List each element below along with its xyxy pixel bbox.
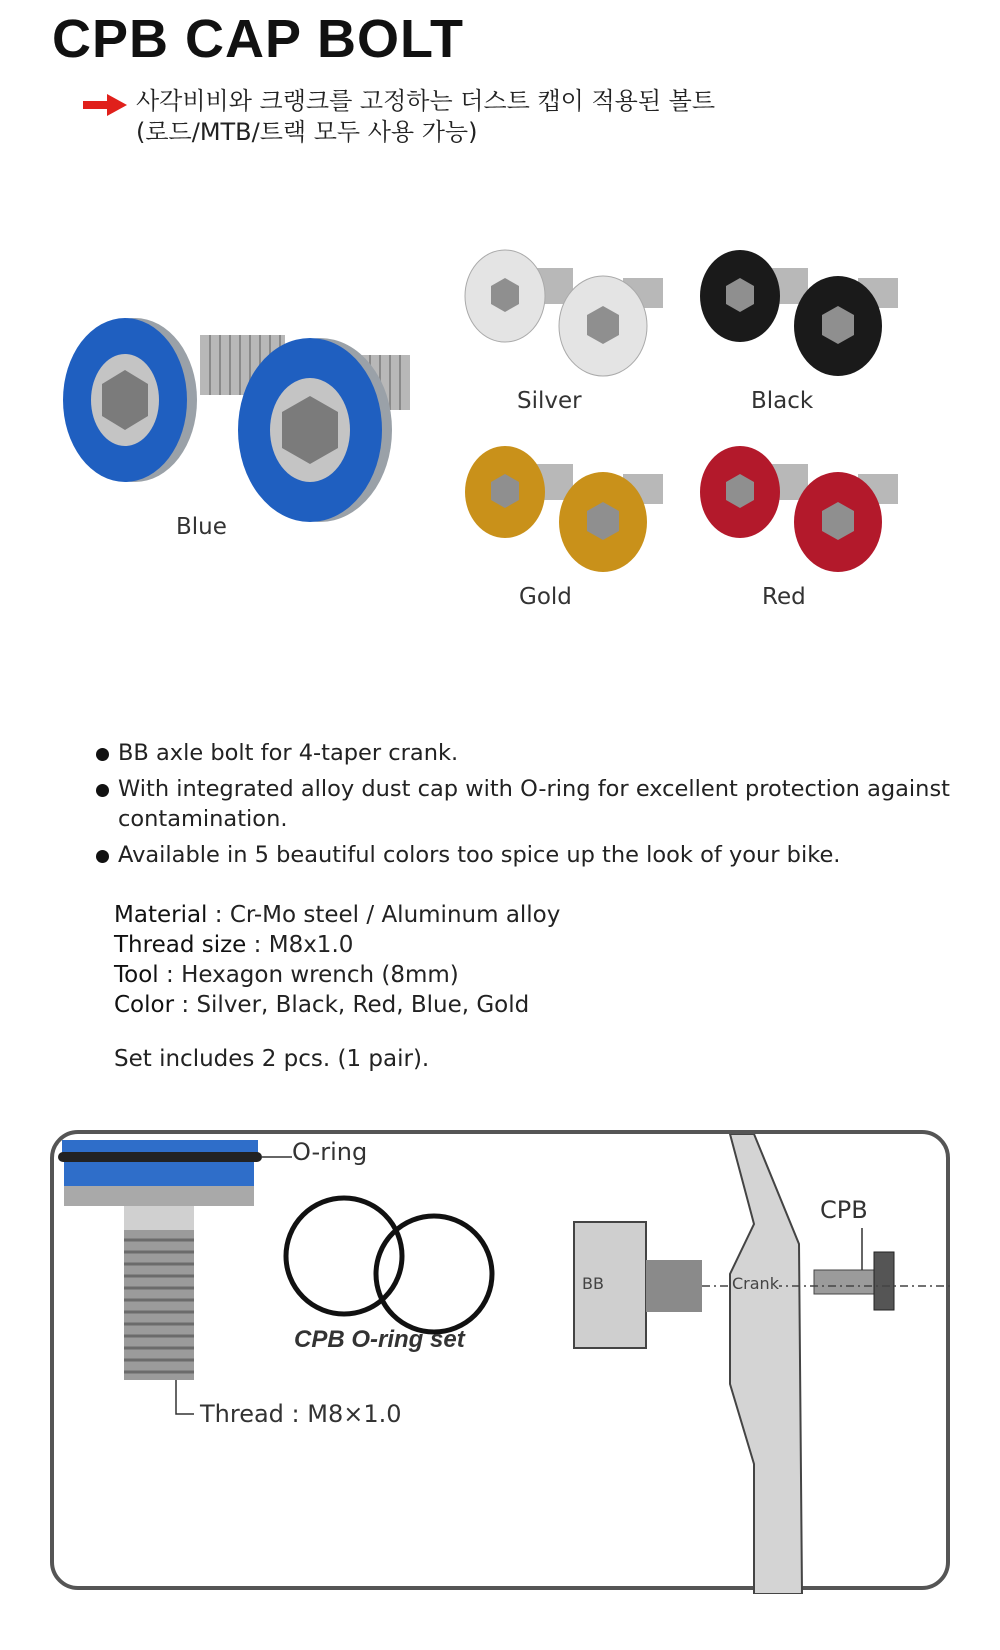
cpb-label: CPB	[820, 1196, 868, 1224]
feature-item: BB axle bolt for 4-taper crank.	[96, 738, 976, 768]
color-label-gold: Gold	[519, 584, 572, 610]
bb-label: BB	[582, 1274, 604, 1293]
spec-list	[114, 900, 560, 1020]
blue-cap-front	[238, 338, 392, 522]
page-title: CPB CAP BOLT	[52, 9, 465, 69]
blue-bolt-photo	[60, 280, 440, 540]
spec-thread-size: Thread size : M8x1.0	[114, 932, 354, 958]
crank-label: Crank	[732, 1274, 779, 1293]
bolt-side-view	[54, 1134, 954, 1594]
color-label-red: Red	[762, 584, 806, 610]
blue-cap-back	[63, 318, 197, 482]
feature-item: Available in 5 beautiful colors too spice up the look of your bike.	[96, 840, 976, 870]
gold-bolt-photo	[463, 444, 673, 574]
bullet-icon	[96, 850, 109, 863]
color-label-silver: Silver	[517, 388, 582, 414]
spec-tool: Tool : Hexagon wrench (8mm)	[114, 962, 459, 988]
o-ring-set-label: CPB O-ring set	[294, 1326, 465, 1353]
subtitle-compatibility: (로드/MTB/트랙 모두 사용 가능)	[136, 118, 478, 146]
red-bolt-photo	[698, 444, 908, 574]
diagram-panel	[50, 1130, 950, 1590]
set-note: Set includes 2 pcs. (1 pair).	[114, 1046, 430, 1072]
thread-label: Thread : M8×1.0	[200, 1400, 402, 1428]
feature-item: With integrated alloy dust cap with O-ring for excellent protection against contamination.	[96, 774, 976, 834]
silver-bolt-photo	[463, 248, 673, 378]
bullet-icon	[96, 784, 109, 797]
red-arrow-icon	[83, 94, 127, 116]
subtitle-korean: 사각비비와 크랭크를 고정하는 더스트 캡이 적용된 볼트	[136, 87, 716, 115]
spec-color: Color : Silver, Black, Red, Blue, Gold	[114, 992, 530, 1018]
bullet-icon	[96, 748, 109, 761]
spec-material: Material : Cr-Mo steel / Aluminum alloy	[114, 902, 561, 928]
color-label-black: Black	[751, 388, 814, 414]
o-ring-label: O-ring	[292, 1138, 368, 1166]
black-bolt-photo	[698, 248, 908, 378]
color-label-blue: Blue	[176, 514, 227, 540]
feature-list	[96, 738, 976, 876]
